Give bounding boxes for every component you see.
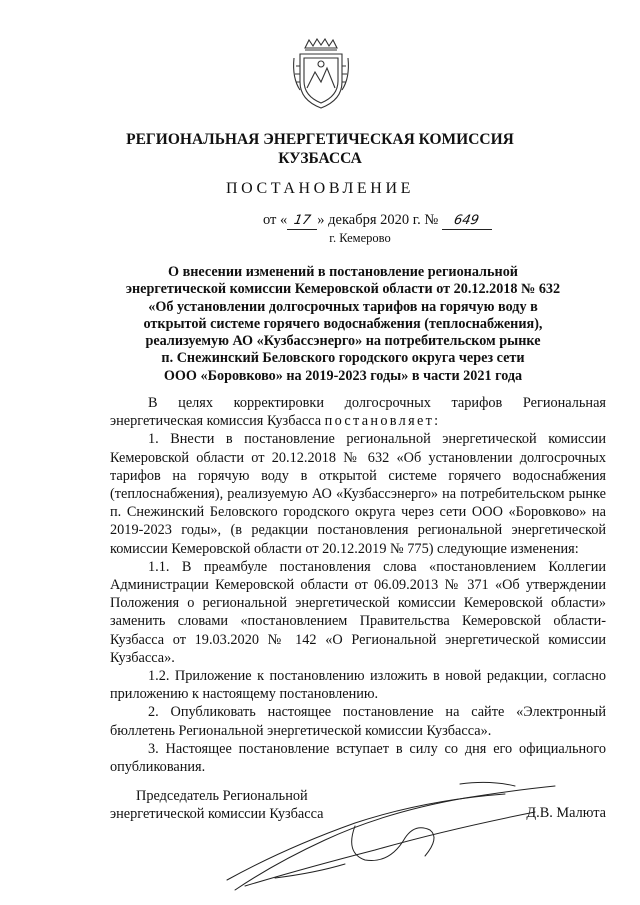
date-prefix: от « — [263, 212, 288, 228]
number-field — [442, 212, 492, 230]
preamble-text: В целях корректировки долгосрочных тарифов Региональная энергетическая комиссия Кузбасса — [110, 395, 606, 430]
item-1-2: 1.2. Приложение к постановлению изложить в новой редакции, согласно приложению к настоящему постановлению. — [110, 668, 606, 703]
position-line: Председатель Региональной — [136, 788, 308, 804]
heading-line: открытой системе горячего водоснабжения (теплоснабжения), — [143, 315, 543, 332]
item-1: 1. Внести в постановление региональной энергетической комиссии Кемеровской области от 20.12.2018 № 632 «Об установлении долгосрочных тарифов на горячую воду в открытой системе горячего водоснабжения (теплоснабжения), реализуемую АО «Кузбассэнерго» на потребительском рынке п. Снежинский Беловского городского округа через сети ООО «Боровково» на 2019-2023 годы», (в редакции постановления региональной энергетической комиссии Кемеровской области от 20.12.2019 № 775) следующие изменения: — [110, 431, 606, 557]
preamble-paragraph — [110, 394, 606, 430]
heading-line: п. Снежинский Беловского городского округа через сети — [161, 350, 525, 367]
organization-name: РЕГИОНАЛЬНАЯ ЭНЕРГЕТИЧЕСКАЯ КОМИССИЯ — [126, 131, 514, 148]
heading-line: реализуемую АО «Кузбассэнерго» на потребительском рынке — [145, 333, 541, 350]
heading-line: ООО «Боровково» на 2019-2023 годы» в части 2021 года — [163, 367, 523, 384]
document-body — [110, 394, 606, 776]
coat-of-arms-icon — [291, 38, 351, 110]
handwritten-number: 649 — [453, 213, 481, 228]
position-line: энергетической комиссии Кузбасса — [110, 806, 324, 823]
decree-word: постановляет: — [324, 413, 441, 430]
organization-name-cont: КУЗБАССА — [278, 150, 362, 167]
date-middle: » декабря 2020 г. № — [317, 212, 439, 228]
handwritten-day: 17 — [292, 213, 312, 228]
handwritten-signature — [215, 768, 595, 898]
heading-line: энергетической комиссии Кемеровской области от 20.12.2018 № 632 — [125, 281, 561, 298]
item-2: 2. Опубликовать настоящее постановление на сайте «Электронный бюллетень Региональной энергетической комиссии Кузбасса». — [110, 704, 606, 739]
heading-line: О внесении изменений в постановление региональной — [168, 264, 518, 280]
document-type: ПОСТАНОВЛЕНИЕ — [226, 180, 414, 197]
day-field — [287, 212, 317, 230]
heading-line: «Об установлении долгосрочных тарифов на горячую воду в — [148, 298, 538, 315]
document-date-line — [263, 212, 492, 230]
city: г. Кемерово — [329, 231, 391, 245]
document-heading — [108, 264, 578, 385]
item-3: 3. Настоящее постановление вступает в силу со дня его официального опубликования. — [110, 740, 606, 776]
signatory-name: Д.В. Малюта — [526, 805, 606, 821]
item-1-1: 1.1. В преамбуле постановления слова «постановлением Коллегии Администрации Кемеровской области от 06.09.2013 № 371 «Об утверждении Положения о региональной энергетической комиссии Кемеровской области» заменить словами «постановлением Правительства Кемеровской области-Кузбасса от 19.03.2020 № 142 «О Региональной энергетической комиссии Кузбасса». — [110, 558, 606, 666]
